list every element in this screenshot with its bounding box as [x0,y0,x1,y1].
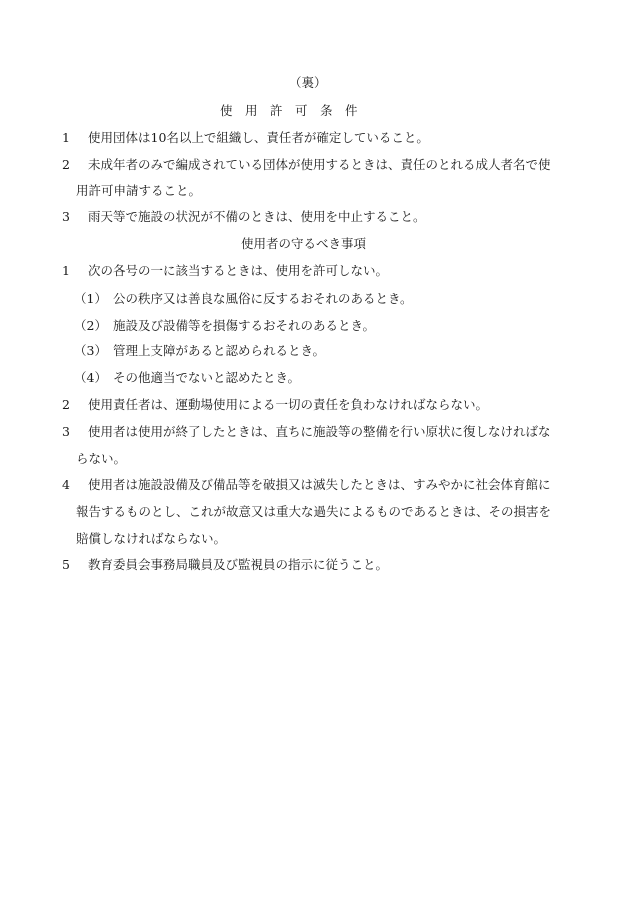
rule-5-text: 教育委員会事務局職員及び監視員の指示に従うこと。 [88,557,389,572]
condition-2-text-line2: 用許可申請すること。 [76,183,202,198]
subitem-2-text: 施設及び設備等を損傷するおそれのあるとき。 [113,318,376,333]
rule-3-text-line1: 使用者は使用が終了したときは、直ちに施設等の整備を行い原状に復しなければな [88,424,551,439]
condition-3-number: 3 [62,209,70,224]
rule-4-text-line1: 使用者は施設設備及び備品等を破損又は滅失したときは、すみやかに社会体育館に [88,477,551,492]
rule-3-text-line2: らない。 [76,451,127,466]
subitem-4-text: その他適当でないと認めたとき。 [113,370,301,385]
subitem-1-number: （1） [74,291,107,306]
rule-4-number: 4 [62,477,70,492]
subitem-2-number: （2） [74,318,107,333]
subitem-1-text: 公の秩序又は善良な風俗に反するおそれのあるとき。 [113,291,413,306]
conditions-title: 使 用 許 可 条 件 [220,103,358,118]
rule-3-number: 3 [62,424,70,439]
rule-1-text: 次の各号の一に該当するときは、使用を許可しない。 [88,263,389,278]
condition-3-text: 雨天等で施設の状況が不備のときは、使用を中止すること。 [88,209,426,224]
condition-1-number: 1 [62,130,70,145]
rule-1-number: 1 [62,263,70,278]
subitem-4-number: （4） [74,370,107,385]
condition-1-text: 使用団体は10名以上で組織し、責任者が確定していること。 [88,130,429,145]
rule-5-number: 5 [62,557,70,572]
subitem-3-number: （3） [74,343,107,358]
rule-4-text-line3: 賠償しなければならない。 [76,531,227,546]
subitem-3-text: 管理上支障があると認められるとき。 [113,343,326,358]
condition-2-text-line1: 未成年者のみで編成されている団体が使用するときは、責任のとれる成人者名で使 [88,157,551,172]
rule-4-text-line2: 報告するものとし、これが故意又は重大な過失によるものであるときは、その損害を [76,504,552,519]
condition-2-number: 2 [62,157,70,172]
rules-title: 使用者の守るべき事項 [241,236,367,251]
rule-2-text: 使用責任者は、運動場使用による一切の責任を負わなければならない。 [88,397,489,412]
rule-2-number: 2 [62,397,70,412]
side-label: （裏） [289,75,327,90]
